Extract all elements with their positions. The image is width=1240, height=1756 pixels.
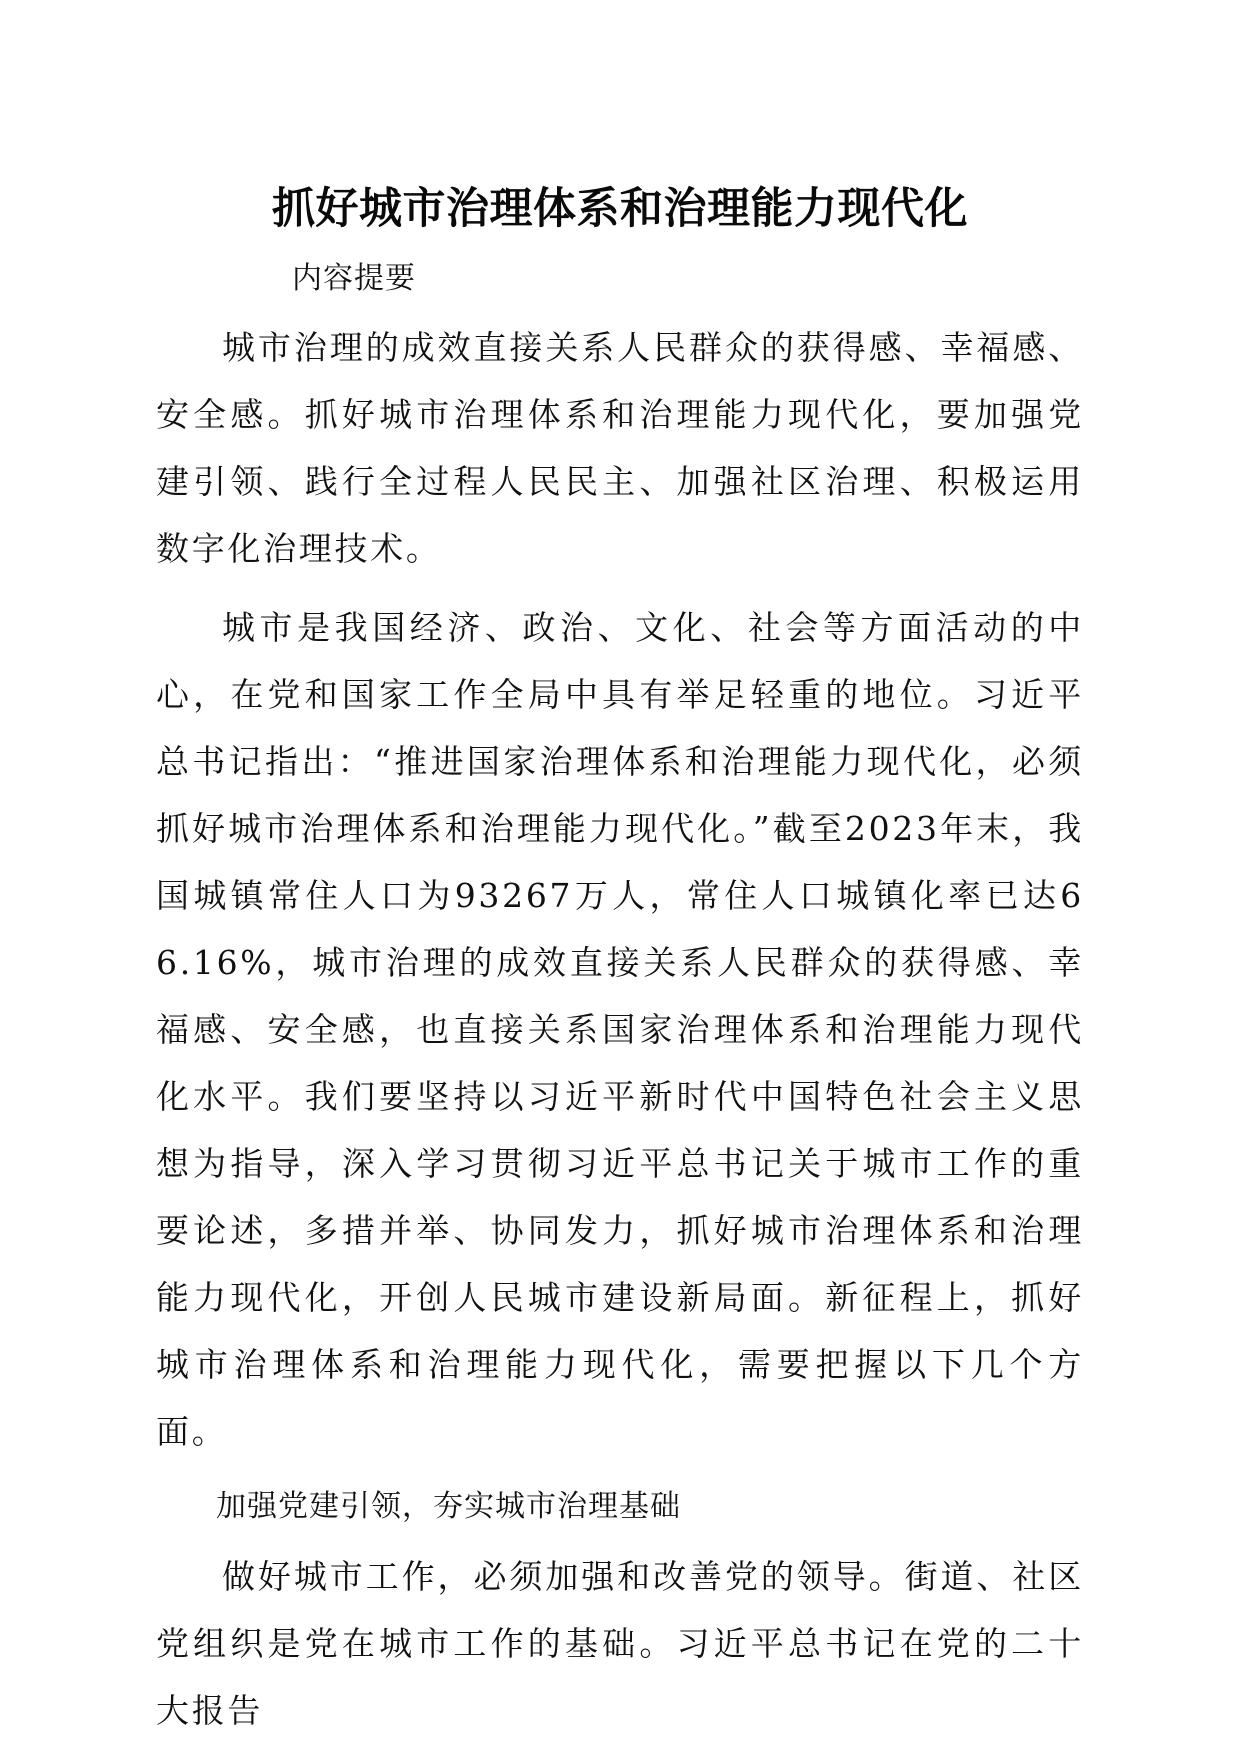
page-title: 抓好城市治理体系和治理能力现代化 <box>272 184 968 234</box>
abstract-paragraph: 城市治理的成效直接关系人民群众的获得感、幸福感、安全感。抓好城市治理体系和治理能力现代化，要加强党建引领、践行全过程人民民主、加强社区治理、积极运用数字化治理技术。 <box>156 328 1084 568</box>
document-content <box>156 178 1084 1756</box>
section-heading: 加强党建引领，夯实城市治理基础 <box>216 1489 681 1524</box>
abstract-label: 内容提要 <box>292 261 416 296</box>
section-paragraph: 做好城市工作，必须加强和改善党的领导。街道、社区党组织是党在城市工作的基础。习近平总书记在党的二十大报告 <box>156 1557 1084 1730</box>
body-paragraph: 城市是我国经济、政治、文化、社会等方面活动的中心，在党和国家工作全局中具有举足轻重的地位。习近平总书记指出：“推进国家治理体系和治理能力现代化，必须抓好城市治理体系和治理能力现代化。”截至2023年末，我国城镇常住人口为93267万人，常住人口城镇化率已达66.16%，城市治理的成效直接关系人民群众的获得感、幸福感、安全感，也直接关系国家治理体系和治理能力现代化水平。我们要坚持以习近平新时代中国特色社会主义思想为指导，深入学习贯彻习近平总书记关于城市工作的重要论述，多措并举、协同发力，抓好城市治理体系和治理能力现代化，开创人民城市建设新局面。新征程上，抓好城市治理体系和治理能力现代化，需要把握以下几个方面。 <box>156 608 1084 1451</box>
